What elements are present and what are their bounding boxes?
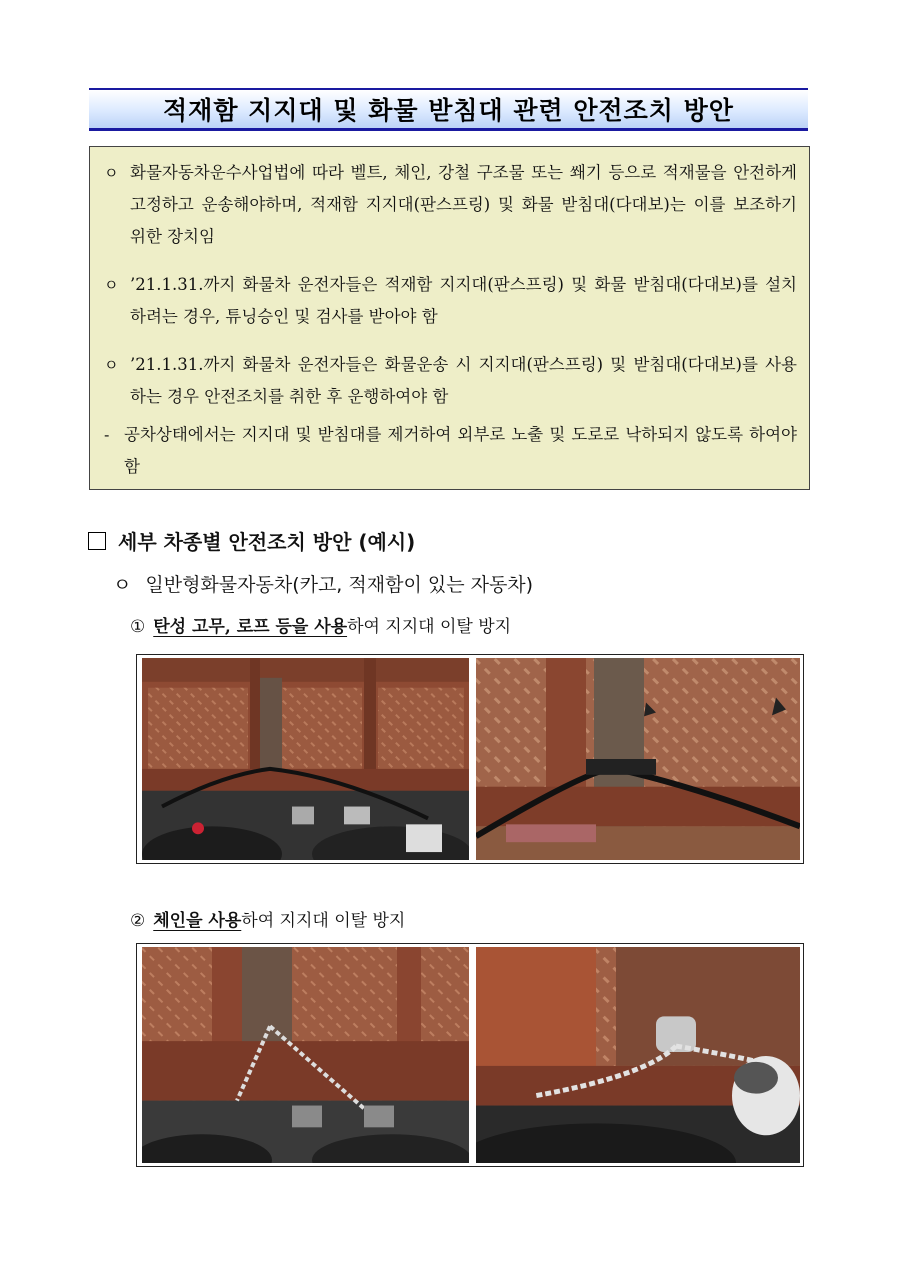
step-1 <box>130 612 511 637</box>
photo-rope-wide <box>142 658 469 860</box>
summary-item-2 <box>104 269 797 333</box>
section-title: 세부 차종별 안전조치 방안 (예시) <box>118 530 416 554</box>
photo-frame-rope <box>136 654 804 864</box>
summary-text: 공차상태에서는 지지대 및 받침대를 제거하여 외부로 노출 및 도로로 낙하되지 않도록 하여야 함 <box>124 425 797 476</box>
step-text: 하여 지지대 이탈 방지 <box>241 911 406 931</box>
photo-chain-closeup <box>476 947 800 1163</box>
bullet-marker: ㅇ <box>104 356 119 374</box>
summary-item-4 <box>104 419 797 483</box>
photo-chain-wide <box>142 947 469 1163</box>
summary-text: 화물자동차운수사업법에 따라 벨트, 체인, 강철 구조물 또는 쐐기 등으로 적재물을 안전하게 고정하고 운송해야하며, 적재함 지지대(판스프링) 및 화물 받침대(다대보)는 이를 보조하기 위한 장치임 <box>130 163 797 246</box>
photo-frame-chain <box>136 943 804 1167</box>
photo-rope-closeup <box>476 658 800 860</box>
page-title-bar <box>89 88 808 131</box>
bullet-marker: ㅇ <box>104 164 119 182</box>
summary-item-1 <box>104 157 797 253</box>
summary-item-3 <box>104 349 797 413</box>
step-2 <box>130 906 405 931</box>
summary-text: ’21.1.31.까지 화물차 운전자들은 화물운송 시 지지대(판스프링) 및 받침대(다대보)를 사용하는 경우 안전조치를 취한 후 운행하여야 함 <box>130 355 797 406</box>
section-heading <box>88 526 415 555</box>
summary-text: ’21.1.31.까지 화물차 운전자들은 적재함 지지대(판스프링) 및 화물 받침대(다대보)를 설치하려는 경우, 튜닝승인 및 검사를 받아야 함 <box>130 275 797 326</box>
step-emphasis: 체인을 사용 <box>153 911 242 931</box>
square-bullet-icon <box>88 532 106 550</box>
bullet-marker: ㅇ <box>104 276 119 294</box>
step-emphasis: 탄성 고무, 로프 등을 사용 <box>153 617 348 637</box>
step-number: ① <box>130 617 146 637</box>
bullet-marker: ㅇ <box>113 574 132 596</box>
step-text: 하여 지지대 이탈 방지 <box>347 617 512 637</box>
subsection-heading <box>113 570 533 597</box>
step-number: ② <box>130 911 146 931</box>
dash-marker: - <box>104 426 110 444</box>
page-title: 적재함 지지대 및 화물 받침대 관련 안전조치 방안 <box>163 96 734 125</box>
subsection-title: 일반형화물자동차(카고, 적재함이 있는 자동차) <box>145 574 534 596</box>
summary-box <box>89 146 810 490</box>
